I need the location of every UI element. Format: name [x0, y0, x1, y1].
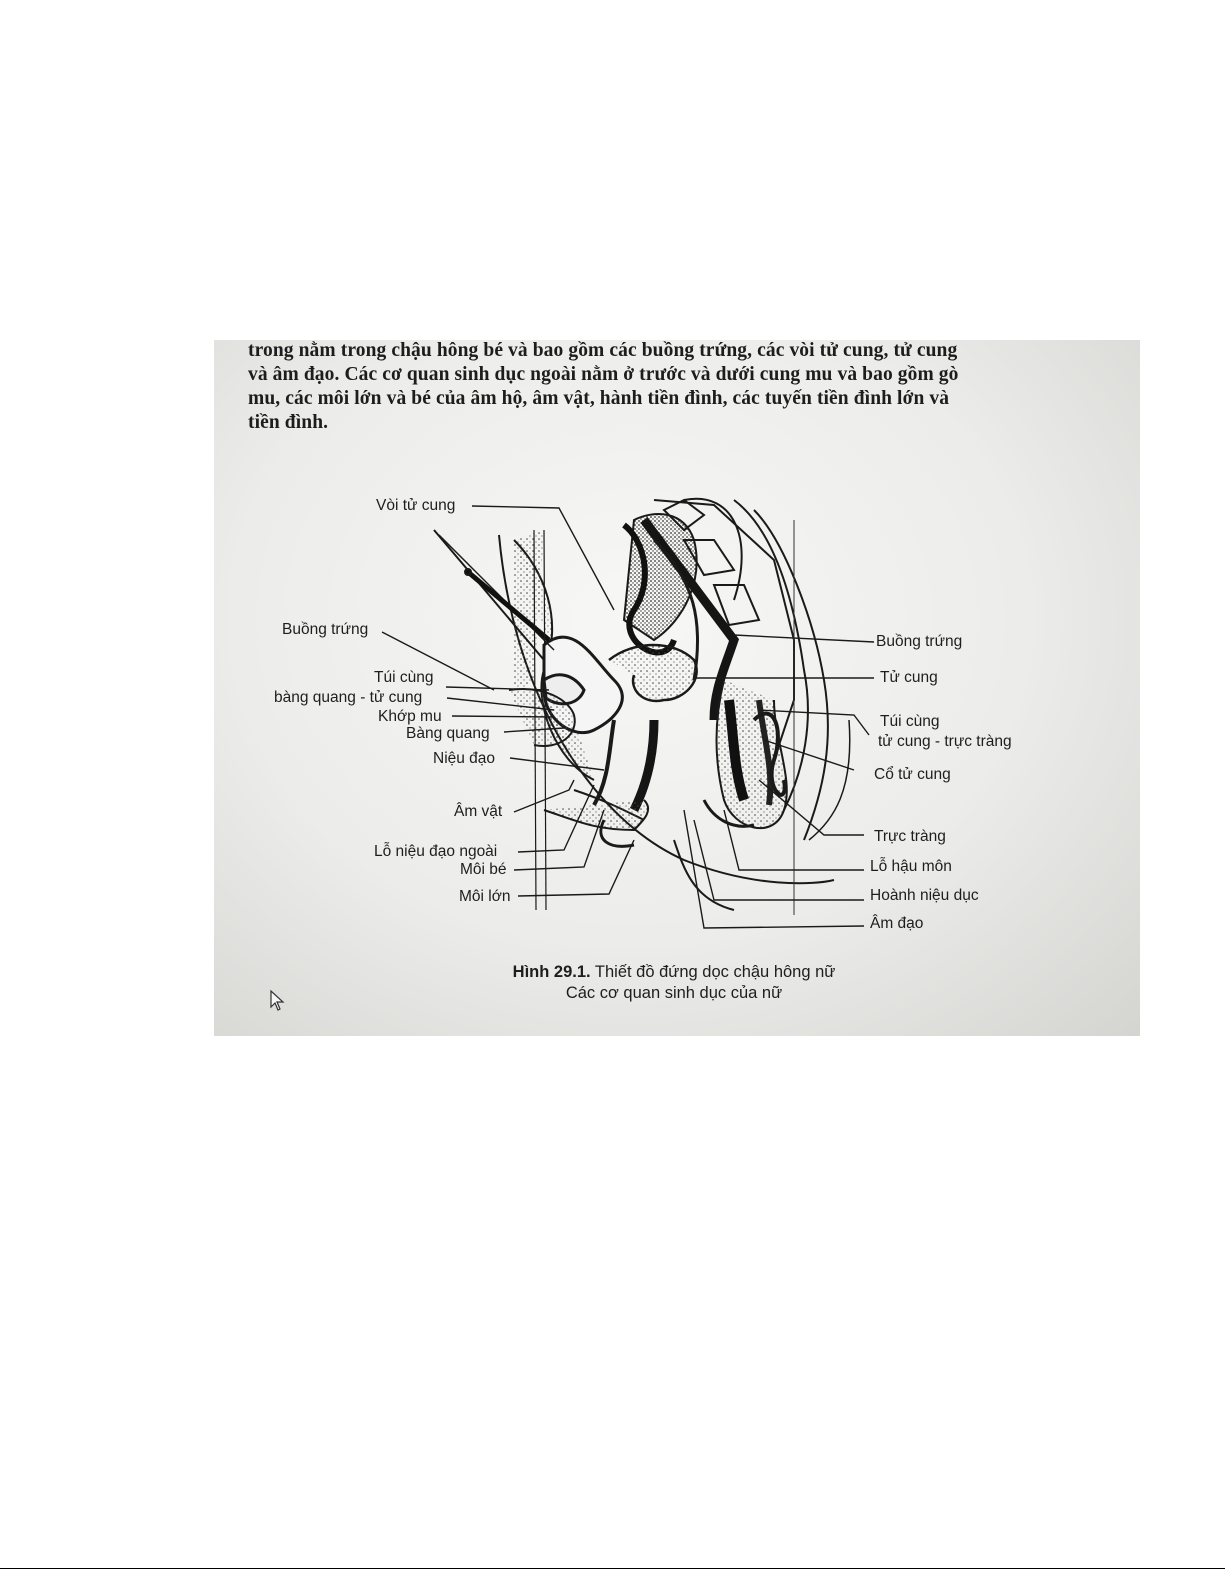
paragraph-line-1: trong nằm trong chậu hông bé và bao gồm các buồng trứng, các vòi tử cung, tử cung: [248, 340, 958, 361]
label-buong-trung-right: Buồng trứng: [876, 633, 963, 650]
caption-number: Hình 29.1.: [512, 963, 591, 981]
label-am-dao: Âm đạo: [870, 915, 924, 932]
label-hoanh-nieu-duc: Hoành niệu dục: [870, 887, 979, 904]
label-moi-be: Môi bé: [460, 861, 507, 878]
paragraph-line-3: mu, các môi lớn và bé của âm hộ, âm vật, hành tiền đình, các tuyến tiền đình lớn và: [248, 388, 950, 409]
mouse-cursor-icon: [270, 990, 286, 1012]
leader-lines: [382, 506, 874, 928]
textbook-photo: [214, 340, 1140, 1036]
figure-caption: [464, 962, 884, 1004]
caption-subtitle: Các cơ quan sinh dục của nữ: [565, 984, 783, 1002]
label-buong-trung-left: Buồng trứng: [282, 621, 369, 638]
label-tui-cung-bang-quang-2: bàng quang - tử cung: [274, 689, 423, 706]
label-voi-tu-cung: Vòi tử cung: [376, 497, 456, 514]
label-lo-hau-mon: Lỗ hậu môn: [870, 858, 952, 875]
label-co-tu-cung: Cổ tử cung: [874, 766, 951, 783]
label-am-vat: Âm vật: [454, 803, 503, 820]
label-tu-cung: Tử cung: [880, 669, 938, 686]
label-lo-nieu-dao-ngoai: Lỗ niệu đạo ngoài: [374, 843, 498, 860]
label-tui-cung-truc-trang-1: Túi cùng: [880, 713, 940, 730]
caption-title-line: [464, 962, 884, 983]
label-tui-cung-truc-trang-2: tử cung - trực tràng: [878, 733, 1012, 750]
label-truc-trang: Trực tràng: [874, 828, 946, 845]
paragraph-line-2: và âm đạo. Các cơ quan sinh dục ngoài nằm ở trước và dưới cung mu và bao gồm gò: [248, 364, 959, 385]
caption-title: Thiết đồ đứng dọc chậu hông nữ: [594, 963, 836, 981]
page-bottom-rule: [0, 1568, 1225, 1569]
paragraph-line-4: tiền đình.: [248, 412, 329, 433]
label-khop-mu: Khớp mu: [378, 708, 442, 725]
label-nieu-dao: Niệu đạo: [433, 750, 496, 767]
label-moi-lon: Môi lớn: [459, 888, 511, 905]
pelvis-diagram: [214, 340, 1140, 1036]
label-tui-cung-bang-quang-1: Túi cùng: [374, 669, 434, 686]
label-bang-quang: Bàng quang: [406, 725, 490, 742]
